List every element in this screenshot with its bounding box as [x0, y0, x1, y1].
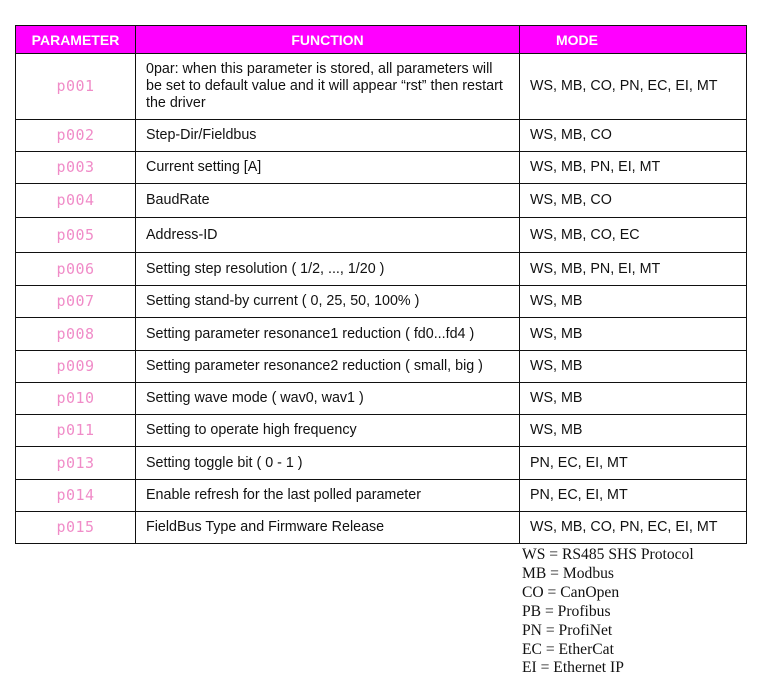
- parameter-code: p003: [16, 152, 136, 184]
- function-description: Current setting [A]: [136, 152, 520, 184]
- parameter-code: p010: [16, 383, 136, 415]
- function-description: Address-ID: [136, 218, 520, 253]
- table-row: [16, 120, 747, 152]
- table-row: [16, 54, 747, 120]
- legend-item: PB = Profibus: [522, 602, 611, 620]
- mode-list: WS, MB: [520, 383, 747, 415]
- table-row: [16, 318, 747, 351]
- mode-list: WS, MB, PN, EI, MT: [520, 152, 747, 184]
- mode-list: WS, MB, CO: [520, 120, 747, 152]
- mode-list: WS, MB: [520, 286, 747, 318]
- mode-list: WS, MB, CO, PN, EC, EI, MT: [520, 54, 747, 120]
- parameter-code: p013: [16, 447, 136, 480]
- legend-item: PN = ProfiNet: [522, 621, 613, 639]
- table-row: [16, 383, 747, 415]
- table-header-row: [16, 26, 747, 54]
- legend-item: EC = EtherCat: [522, 640, 614, 658]
- function-description: BaudRate: [136, 184, 520, 218]
- function-description: 0par: when this parameter is stored, all parameters will be set to default value and it will appear “rst” then restart the driver: [136, 54, 520, 120]
- parameter-code: p006: [16, 253, 136, 286]
- parameter-code: p004: [16, 184, 136, 218]
- parameter-code: p014: [16, 480, 136, 512]
- function-description: Setting wave mode ( wav0, wav1 ): [136, 383, 520, 415]
- table-row: [16, 351, 747, 383]
- mode-list: WS, MB, PN, EI, MT: [520, 253, 747, 286]
- mode-list: WS, MB, CO, PN, EC, EI, MT: [520, 512, 747, 544]
- table-row: [16, 286, 747, 318]
- function-description: Setting to operate high frequency: [136, 415, 520, 447]
- legend-item: EI = Ethernet IP: [522, 659, 624, 677]
- table-row: [16, 415, 747, 447]
- function-description: FieldBus Type and Firmware Release: [136, 512, 520, 544]
- parameter-code: p008: [16, 318, 136, 351]
- table-row: [16, 512, 747, 544]
- table-row: [16, 447, 747, 480]
- function-description: Setting parameter resonance1 reduction ( fd0...fd4 ): [136, 318, 520, 351]
- table-row: [16, 253, 747, 286]
- legend-item: WS = RS485 SHS Protocol: [522, 546, 694, 563]
- parameter-table: [15, 25, 747, 544]
- table-row: [16, 218, 747, 253]
- parameter-code: p005: [16, 218, 136, 253]
- parameter-code: p007: [16, 286, 136, 318]
- function-description: Setting toggle bit ( 0 - 1 ): [136, 447, 520, 480]
- header-mode: MODE: [520, 26, 747, 54]
- mode-list: PN, EC, EI, MT: [520, 447, 747, 480]
- function-description: Step-Dir/Fieldbus: [136, 120, 520, 152]
- mode-list: WS, MB, CO: [520, 184, 747, 218]
- mode-list: WS, MB: [520, 415, 747, 447]
- function-description: Setting parameter resonance2 reduction ( small, big ): [136, 351, 520, 383]
- table-row: [16, 184, 747, 218]
- function-description: Setting stand-by current ( 0, 25, 50, 100% ): [136, 286, 520, 318]
- protocol-legend: [522, 546, 694, 678]
- table-row: [16, 480, 747, 512]
- mode-list: WS, MB: [520, 318, 747, 351]
- parameter-code: p001: [16, 54, 136, 120]
- function-description: Setting step resolution ( 1/2, ..., 1/20 ): [136, 253, 520, 286]
- parameter-code: p009: [16, 351, 136, 383]
- header-function: FUNCTION: [136, 26, 520, 54]
- legend-item: MB = Modbus: [522, 564, 614, 582]
- header-parameter: PARAMETER: [16, 26, 136, 54]
- parameter-code: p002: [16, 120, 136, 152]
- parameter-code: p011: [16, 415, 136, 447]
- mode-list: WS, MB: [520, 351, 747, 383]
- function-description: Enable refresh for the last polled parameter: [136, 480, 520, 512]
- mode-list: PN, EC, EI, MT: [520, 480, 747, 512]
- table-row: [16, 152, 747, 184]
- parameter-code: p015: [16, 512, 136, 544]
- legend-item: CO = CanOpen: [522, 583, 620, 601]
- mode-list: WS, MB, CO, EC: [520, 218, 747, 253]
